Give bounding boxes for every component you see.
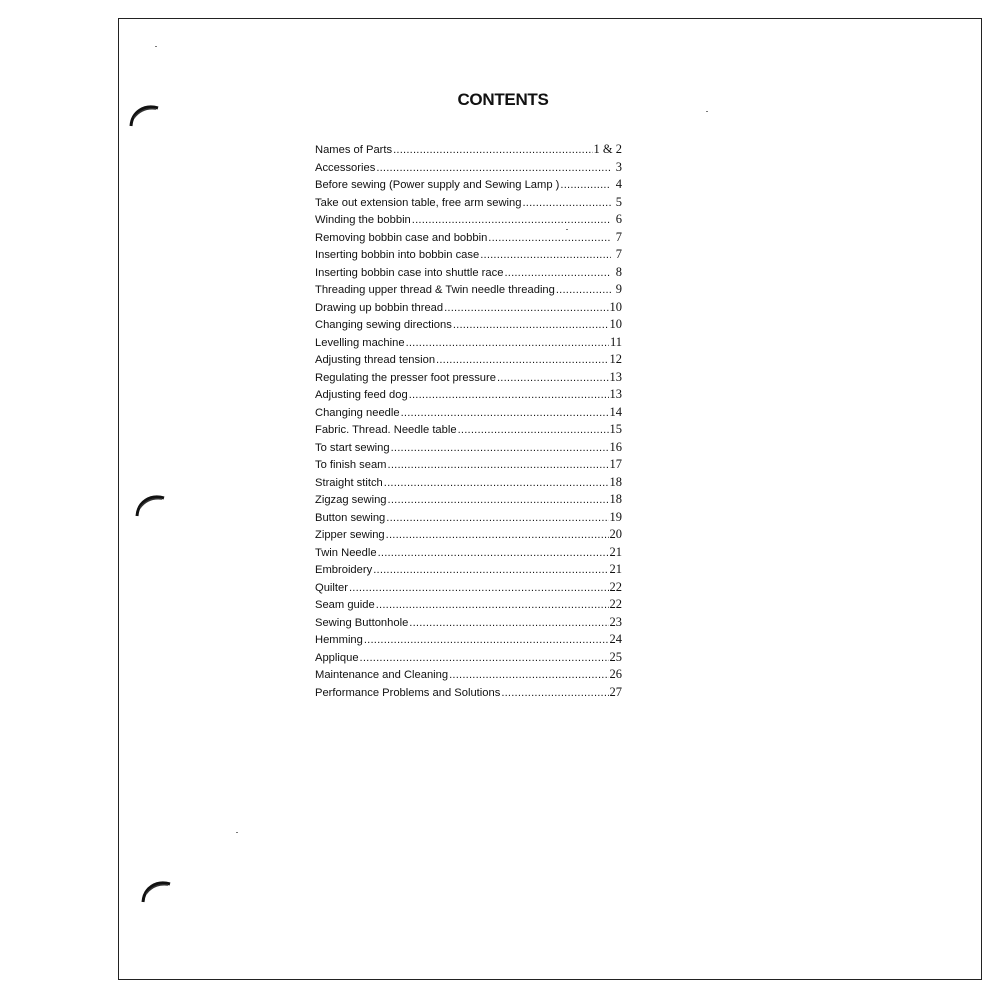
punch-hole-mark (134, 490, 172, 518)
entry-page-number: 5 (615, 194, 622, 209)
dot-leader (386, 510, 608, 528)
dot-leader (501, 685, 608, 703)
dot-leader (360, 650, 609, 668)
entry-title: Zigzag sewing (315, 494, 387, 506)
entry-page-number: 23 (609, 614, 622, 629)
contents-entry (315, 404, 622, 422)
dot-leader (378, 545, 609, 563)
contents-entry (315, 194, 622, 212)
entry-title: Threading upper thread & Twin needle threading (315, 284, 555, 296)
entry-title: Removing bobbin case and bobbin (315, 231, 488, 244)
dot-leader (393, 142, 592, 160)
entry-page-number: 14 (609, 404, 622, 419)
contents-entry (315, 246, 622, 264)
contents-entry (315, 299, 622, 317)
entry-page-number: 3 (615, 159, 622, 174)
entry-title: Maintenance and Cleaning (315, 669, 449, 681)
page-title: CONTENTS (457, 90, 549, 109)
dot-leader (504, 265, 611, 283)
contents-entry (315, 684, 622, 702)
entry-page-number: 13 (609, 369, 622, 384)
entry-title: Winding the bobbin (315, 214, 411, 226)
contents-entry (315, 351, 622, 369)
dot-leader (444, 300, 608, 318)
dot-leader (391, 440, 609, 458)
contents-entry (315, 386, 622, 404)
entry-page-number: 21 (609, 562, 622, 576)
contents-entry (315, 509, 622, 527)
contents-entry (315, 264, 622, 282)
entry-title: Adjusting thread tension (315, 354, 436, 366)
contents-entry (315, 631, 622, 649)
entry-title: To finish seam (315, 459, 387, 471)
dot-leader (364, 632, 609, 650)
entry-page-number: 4 (615, 177, 622, 191)
entry-title: Quilter (315, 581, 348, 594)
contents-entry (315, 456, 622, 474)
contents-entry (315, 666, 622, 684)
contents-entry (315, 159, 622, 177)
entry-title: Seam guide (315, 599, 375, 611)
entry-page-number: 17 (609, 457, 622, 471)
entry-page-number: 22 (609, 579, 622, 594)
entry-title: Twin Needle (315, 546, 377, 559)
punch-hole-mark (140, 876, 178, 904)
dot-leader (449, 667, 608, 685)
entry-page-number: 20 (609, 527, 622, 541)
entry-title: Fabric. Thread. Needle table (315, 424, 457, 436)
entry-page-number: 10 (609, 317, 622, 331)
contents-entry (315, 526, 622, 544)
contents-entry (315, 176, 622, 194)
entry-page-number: 19 (609, 509, 622, 524)
entry-title: Sewing Buttonhole (315, 616, 409, 629)
dot-leader (556, 282, 611, 300)
contents-entry (315, 474, 622, 492)
entry-title: Zipper sewing (315, 529, 385, 541)
dot-leader (560, 177, 611, 195)
entry-title: Button sewing (315, 511, 386, 524)
entry-title: Adjusting feed dog (315, 389, 408, 401)
contents-entry (315, 579, 622, 597)
entry-page-number: 7 (615, 229, 622, 244)
contents-entry (315, 596, 622, 614)
entry-page-number: 22 (609, 597, 622, 611)
entry-title: Embroidery (315, 564, 373, 576)
dot-leader (376, 160, 611, 178)
contents-entry (315, 439, 622, 457)
entry-page-number: 12 (609, 352, 622, 366)
entry-title: Inserting bobbin case into shuttle race (315, 266, 504, 279)
entry-page-number: 25 (609, 649, 622, 664)
dot-leader (412, 212, 611, 230)
entry-title: Changing needle (315, 406, 400, 419)
dot-leader (406, 335, 609, 353)
contents-entry (315, 229, 622, 247)
entry-title: Applique (315, 651, 359, 664)
entry-page-number: 9 (615, 282, 622, 296)
entry-page-number: 1 & 2 (593, 142, 622, 156)
entry-page-number: 11 (609, 334, 622, 349)
dot-leader (409, 615, 608, 633)
dot-leader (497, 370, 609, 388)
entry-title: Regulating the presser foot pressure (315, 371, 496, 384)
dot-leader (480, 247, 611, 265)
contents-entry (315, 281, 622, 299)
dot-leader (376, 597, 609, 615)
contents-entry (315, 316, 622, 334)
entry-page-number: 27 (609, 684, 622, 699)
dot-leader (388, 457, 609, 475)
dot-leader (349, 580, 609, 598)
dot-leader (384, 475, 609, 493)
entry-title: Performance Problems and Solutions (315, 686, 501, 699)
entry-page-number: 18 (609, 474, 622, 489)
contents-entry (315, 614, 622, 632)
dot-leader (386, 527, 609, 545)
entry-title: To start sewing (315, 441, 390, 454)
contents-entry (315, 334, 622, 352)
contents-entry (315, 561, 622, 579)
entry-title: Take out extension table, free arm sewing (315, 196, 522, 209)
dot-leader (409, 387, 609, 405)
dot-leader (401, 405, 609, 423)
entry-page-number: 7 (615, 247, 622, 261)
entry-page-number: 26 (609, 667, 622, 681)
entry-title: Drawing up bobbin thread (315, 301, 444, 314)
entry-page-number: 10 (609, 299, 622, 314)
contents-entry (315, 491, 622, 509)
contents-entry (315, 141, 622, 159)
entry-page-number: 15 (609, 422, 622, 436)
entry-page-number: 21 (609, 544, 622, 559)
entry-title: Levelling machine (315, 336, 405, 349)
dot-leader (453, 317, 609, 335)
contents-entry (315, 544, 622, 562)
entry-page-number: 6 (615, 212, 622, 226)
dot-leader (458, 422, 609, 440)
entry-title: Inserting bobbin into bobbin case (315, 249, 480, 261)
contents-entry (315, 369, 622, 387)
dot-leader (388, 492, 609, 510)
entry-page-number: 8 (615, 264, 622, 279)
entry-title: Accessories (315, 161, 376, 174)
contents-entry (315, 421, 622, 439)
entry-title: Hemming (315, 634, 363, 646)
dot-leader (436, 352, 608, 370)
entry-page-number: 24 (609, 632, 622, 646)
entry-title: Straight stitch (315, 476, 383, 489)
dot-leader (488, 230, 611, 248)
contents-entry (315, 211, 622, 229)
entry-title: Before sewing (Power supply and Sewing Lamp ) (315, 179, 560, 191)
entry-title: Names of Parts (315, 144, 393, 156)
entry-page-number: 16 (609, 439, 622, 454)
entry-title: Changing sewing directions (315, 319, 452, 331)
contents-entry (315, 649, 622, 667)
entry-page-number: 13 (609, 387, 622, 401)
entry-page-number: 18 (609, 492, 622, 506)
dot-leader (373, 562, 608, 580)
contents-list (315, 141, 622, 701)
dot-leader (522, 195, 611, 213)
